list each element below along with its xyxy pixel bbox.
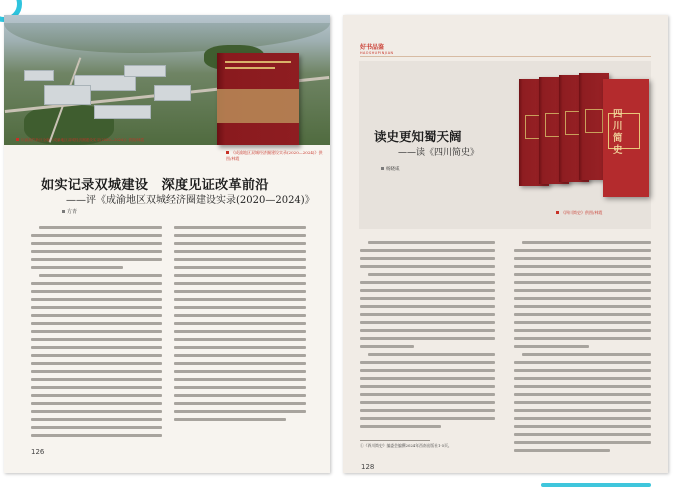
article-title: 读史更知蜀天阔 <box>374 129 462 144</box>
page-number: 128 <box>361 463 375 471</box>
book-cover-right <box>603 79 649 197</box>
book-caption: 《成渝地区双城经济圈建设实录(2020—2024)》供图/林霞 <box>226 150 323 161</box>
book-cover-left <box>217 53 299 145</box>
section-label: 好书品鉴 <box>360 44 385 51</box>
article-subtitle: ——评《成渝地区双城经济圈建设实录(2020—2024)》 <box>66 195 315 206</box>
text-column-2 <box>514 241 651 457</box>
text-column-1 <box>31 226 162 442</box>
article-author: 杨晓咸 <box>381 166 400 172</box>
section-label-en: HAOSHUPINJIAN <box>360 51 394 55</box>
left-page <box>4 15 330 473</box>
text-column-2 <box>174 226 306 426</box>
section-rule <box>360 56 651 57</box>
footnote-rule <box>360 440 430 441</box>
right-page <box>343 15 668 473</box>
page-number: 126 <box>31 448 45 456</box>
progress-bar <box>541 483 651 487</box>
book-caption: 《四川简史》供图/林霞 <box>556 210 602 216</box>
article-author: 方青 <box>62 208 77 215</box>
text-column-1 <box>360 241 495 433</box>
cover-title: 四川简史 <box>613 109 623 156</box>
article-title: 如实记录双城建设 深度见证改革前沿 <box>41 178 269 193</box>
photo-caption: 川渝高竹新区全貌《成渝地区双城经济圈建设实录(2020—2024)》供图/林霞 <box>16 138 144 143</box>
article-subtitle: ——读《四川简史》 <box>398 148 480 158</box>
footnote: ①《四川简史》编委会编撰2024年西南出版社1-5页。 <box>360 443 452 448</box>
